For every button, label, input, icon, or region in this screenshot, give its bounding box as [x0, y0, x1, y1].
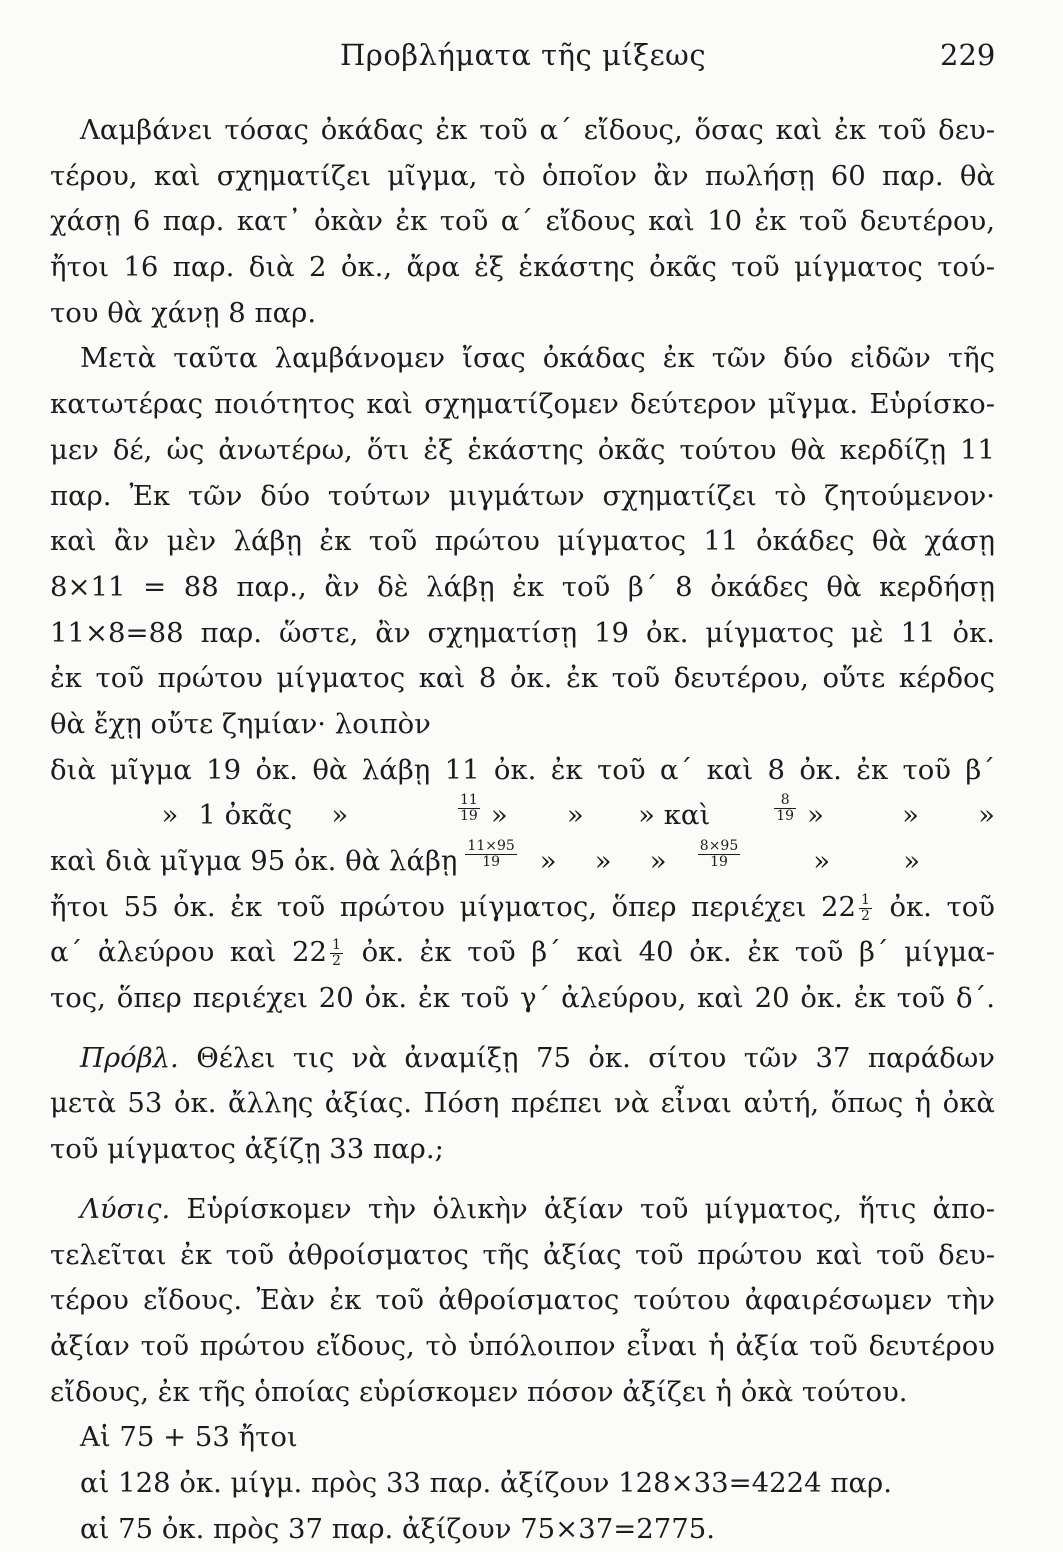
ditto-mark: »	[539, 845, 557, 877]
text-segment: ὀκ. τοῦ	[889, 890, 995, 923]
fraction	[859, 893, 872, 924]
text-line	[50, 885, 995, 931]
ditto-mark: »	[161, 799, 179, 832]
fraction-numerator: 11	[459, 792, 478, 809]
fraction-denominator: 2	[860, 907, 870, 924]
ditto-mark: »	[490, 799, 508, 832]
text-line: κατωτέρας ποιότητος καὶ σχηματίζομεν δεύτερον μῖγμα. Εὑρίσκο-	[50, 388, 995, 421]
text-line: μετὰ 53 ὀκ. ἄλλης ἀξίας. Πόση πρέπει νὰ εἶναι αὐτή, ὅπως ἡ ὀκὰ	[50, 1087, 995, 1120]
fraction-denominator: 2	[332, 953, 341, 970]
text-segment: ὀκ. ἐκ τοῦ β΄ καὶ 40 ὀκ. ἐκ τοῦ β΄ μίγμα-	[361, 936, 996, 969]
ditto-mark: »	[594, 845, 612, 877]
fraction-denominator: 19	[776, 808, 795, 825]
running-title: Προβλήματα τῆς μίξεως	[340, 38, 707, 72]
ditto-mark: »	[903, 845, 921, 877]
fraction	[774, 793, 796, 839]
fraction-numerator: 1	[332, 937, 341, 954]
ratio-cell: 1 ὀκᾶς	[198, 799, 293, 832]
text-segment: ἤτοι 55 ὀκ. ἐκ τοῦ πρώτου μίγματος, ὅπερ περιέχει 22	[50, 890, 856, 923]
page-number: 229	[940, 38, 996, 72]
fraction	[698, 839, 740, 885]
equation-line: αἱ 75 ὀκ. πρὸς 37 παρ. ἀξίζουν 75⨯37=2775.	[80, 1512, 715, 1545]
ditto-mark: »	[331, 799, 349, 832]
text-segment: Θέλει τις νὰ ἀναμίξῃ 75 ὀκ. σίτου τῶν 37 παράδων	[196, 1041, 995, 1074]
fraction	[458, 793, 480, 839]
text-line: εἴδους, ἐκ τῆς ὁποίας εὑρίσκομεν πόσον ἀξίζει ἡ ὀκὰ τούτου.	[50, 1375, 908, 1408]
text-segment: α΄ ἀλεύρου καὶ 22	[50, 936, 328, 969]
ditto-mark: »	[649, 845, 667, 877]
text-line: του θὰ χάνῃ 8 παρ.	[50, 296, 317, 329]
ditto-mark: »	[978, 799, 995, 832]
solution-label: Λύσις.	[80, 1192, 171, 1225]
fraction-numerator: 8×95	[699, 838, 739, 854]
text-line: τελεῖται ἐκ τοῦ ἀθροίσματος τῆς ἀξίας τοῦ πρώτου καὶ τοῦ δευ-	[50, 1238, 995, 1271]
ditto-mark: »	[566, 799, 584, 832]
problem-label: Πρόβλ.	[80, 1041, 179, 1074]
ditto-mark: »	[902, 799, 919, 832]
text-line: διὰ μῖγμα 19 ὀκ. θὰ λάβῃ 11 ὀκ. ἐκ τοῦ α΄ καὶ 8 ὀκ. ἐκ τοῦ β΄	[50, 753, 995, 786]
fraction	[330, 938, 343, 969]
ratio-cell: » καὶ	[638, 799, 711, 832]
ditto-mark: »	[807, 799, 824, 832]
text-segment: Εὑρίσκομεν τὴν ὁλικὴν ἀξίαν τοῦ μίγματος, ἥτις ἀπο-	[186, 1192, 995, 1225]
ratio-row	[50, 839, 995, 885]
fraction-denominator: 19	[459, 808, 478, 825]
ratio-cell: καὶ διὰ μῖγμα 95 ὀκ. θὰ λάβῃ	[50, 845, 458, 877]
text-line: 11⨯8=88 παρ. ὥστε, ἂν σχηματίσῃ 19 ὀκ. μίγματος μὲ 11 ὀκ.	[50, 616, 995, 649]
equation-line: αἱ 128 ὀκ. μίγμ. πρὸς 33 παρ. ἀξίζουν 128⨯33=4224 παρ.	[80, 1466, 892, 1499]
text-line: παρ. Ἐκ τῶν δύο τούτων μιγμάτων σχηματίζει τὸ ζητούμενον·	[50, 479, 995, 512]
text-line: Αἱ 75 + 53 ἤτοι	[80, 1421, 298, 1454]
text-line: ἐκ τοῦ πρώτου μίγματος καὶ 8 ὀκ. ἐκ τοῦ δευτέρου, οὔτε κέρδος	[50, 662, 995, 695]
fraction-numerator: 8	[774, 793, 796, 809]
text-line: ἀξίαν τοῦ πρώτου εἴδους, τὸ ὑπόλοιπον εἶναι ἡ ἀξία τοῦ δευτέρου	[50, 1329, 995, 1362]
page-header	[0, 38, 1063, 78]
text-line: τέρου, καὶ σχηματίζει μῖγμα, τὸ ὁποῖον ἂν πωλήσῃ 60 παρ. θὰ	[50, 159, 995, 192]
fraction-numerator: 11×95	[467, 838, 515, 854]
solution-heading-line	[50, 1187, 995, 1233]
text-line: Λαμβάνει τόσας ὀκάδας ἐκ τοῦ α΄ εἴδους, ὅσας καὶ ἐκ τοῦ δευ-	[80, 114, 995, 146]
ditto-mark: »	[813, 845, 831, 877]
problem-heading-line	[50, 1036, 995, 1082]
text-line: τοῦ μίγματος ἀξίζῃ 33 παρ.;	[50, 1133, 444, 1166]
text-line: θὰ ἔχῃ οὔτε ζημίαν· λοιπὸν	[50, 707, 431, 740]
fraction-denominator: 19	[710, 854, 728, 870]
text-line: Μετὰ ταῦτα λαμβάνομεν ἴσας ὀκάδας ἐκ τῶν δύο εἰδῶν τῆς	[80, 342, 995, 375]
fraction-denominator: 19	[482, 854, 501, 870]
text-line: καὶ ἂν μὲν λάβῃ ἐκ τοῦ πρώτου μίγματος 11 ὀκάδες θὰ χάσῃ	[50, 525, 995, 558]
text-line: 8⨯11 = 88 παρ., ἂν δὲ λάβῃ ἐκ τοῦ β΄ 8 ὀκάδες θὰ κερδήσῃ	[50, 570, 995, 603]
text-line	[50, 930, 995, 976]
fraction	[465, 839, 516, 885]
page-body	[50, 108, 995, 1552]
text-line: μεν δέ, ὡς ἀνωτέρω, ὅτι ἐξ ἑκάστης ὀκᾶς τούτου θὰ κερδίζῃ 11	[50, 433, 995, 466]
text-line: τος, ὅπερ περιέχει 20 ὀκ. ἐκ τοῦ γ΄ ἀλεύρου, καὶ 20 ὀκ. ἐκ τοῦ δ΄.	[50, 982, 995, 1015]
text-line: ἤτοι 16 παρ. διὰ 2 ὀκ., ἄρα ἐξ ἑκάστης ὀκᾶς τοῦ μίγματος τού-	[50, 251, 995, 284]
text-line: χάσῃ 6 παρ. κατ᾽ ὀκὰν ἐκ τοῦ α΄ εἴδους καὶ 10 ἐκ τοῦ δευτέρου,	[50, 205, 995, 238]
text-line: τέρου εἴδους. Ἐὰν ἐκ τοῦ ἀθροίσματος τούτου ἀφαιρέσωμεν τὴν	[50, 1284, 995, 1317]
fraction-numerator: 1	[860, 891, 870, 908]
ratio-row	[50, 793, 995, 839]
